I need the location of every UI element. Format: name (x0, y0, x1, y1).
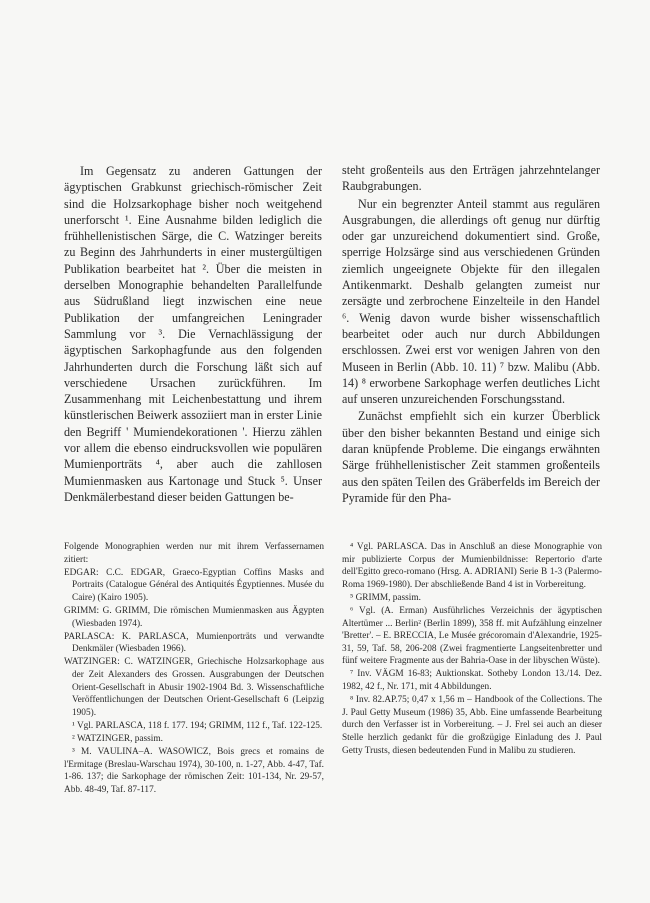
footnote-intro: Folgende Monographien werden nur mit ihrem Verfassernamen zitiert: (64, 542, 324, 565)
footnote: ⁶ Vgl. (A. Erman) Ausführliches Verzeichnis der ägyptischen Altertümer ... Berlin² (Berlin 1899), 358 ff. mit Aufzählung einzelner 'Bretter'. – E. BRECCIA, Le Musée grécoromain d'Alexandrie, 1925-31, 59, Taf. 58, 206-208 (Zwei fragmentierte Langseitenbretter und fünf weitere Fragmente aus der Bahria-Oase in der libyschen Wüste). (342, 605, 602, 667)
footnote: ⁵ GRIMM, passim. (350, 592, 421, 603)
footnote: ² WATZINGER, passim. (72, 733, 163, 744)
footnotes-column-right (342, 541, 602, 758)
footnote: ⁸ Inv. 82.AP.75; 0,47 x 1,56 m – Handbook of the Collections. The J. Paul Getty Museum (1986) 35, Abb. Eine umfassende Bearbeitung durch den Verfasser ist in Vorbereitung. – J. Frel sei auch an dieser Stelle herzlich gedankt für die großzügige Einladung des J. Paul Getty Trusts, diesen bedeutenden Fund in Malibu zu studieren. (342, 695, 602, 756)
paragraph: Zunächst empfiehlt sich ein kurzer Überblick über den bisher bekannten Bestand und einige sich daran knüpfende Probleme. Die eingangs erwähnten Särge frühhellenistischer Zeit stammen großenteils aus den späten Teilen des Gräberfelds im Bereich der Pyramide für den Pha- (342, 409, 600, 505)
body-column-left (64, 162, 322, 505)
abbreviation-entry: PARLASCA: K. PARLASCA, Mumienporträts und verwandte Denkmäler (Wiesbaden 1966). (64, 631, 324, 655)
paragraph: Im Gegensatz zu anderen Gattungen der ägyptischen Grabkunst griechisch-römischer Zeit sind die Holzsarkophage bisher noch weitgehend unerforscht ¹. Eine Ausnahme bilden lediglich die frühhellenistischen Särge, die C. Watzinger bereits zu Beginn des Jahrhunderts in einer mustergültigen Publikation bearbeitet hat ². Über die meisten in derselben Monographie behandelten Parallelfunde aus Südrußland liegt inzwischen eine neue Publikation der umfangreichen Leningrader Sammlung vor ³. Die Vernachlässigung der ägyptischen Sarkophagfunde aus den folgenden Jahrhunderten durch die Forschung läßt sich auf verschiedene Ursachen zurückführen. Im Zusammenhang mit Leichenbestattung und ihrem künstlerischen Beiwerk assoziiert man in erster Linie den Begriff ' Mumiendekorationen '. Hierzu zählen vor allem die ebenso eindrucksvollen wie populären Mumienporträts ⁴, aber auch die zahllosen Mumienmasken aus Kartonage und Stuck ⁵. Unser Denkmälerbestand dieser beiden Gattungen be- (64, 164, 322, 504)
footnote: ¹ Vgl. PARLASCA, 118 f. 177. 194; GRIMM, 112 f., Taf. 122-125. (72, 720, 323, 731)
paragraph: steht großenteils aus den Erträgen jahrzehntelanger Raubgrabungen. (342, 163, 600, 194)
abbreviation-entry: GRIMM: G. GRIMM, Die römischen Mumienmasken aus Ägypten (Wiesbaden 1974). (64, 605, 324, 629)
body-column-right (342, 162, 600, 506)
footnotes-column-left (64, 541, 324, 797)
footnote: ⁷ Inv. VÄGM 16-83; Auktionskat. Sotheby London 13./14. Dez. 1982, 42 f., Nr. 171, mit 4 Abbildungen. (342, 669, 602, 693)
footnote: ⁴ Vgl. PARLASCA. Das in Anschluß an diese Monographie von mir publizierte Corpus der Mumienbildnisse: Repertorio d'arte dell'Egitto greco-romano (Hrsg. A. ADRIANI) Serie B 1-3 (Palermo-Roma 1969-1980). Der abschließende Band 4 ist in Vorbereitung. (342, 542, 602, 590)
abbreviation-entry: EDGAR: C.C. EDGAR, Graeco-Egyptian Coffins Masks and Portraits (Catalogue Général des Antiquités Égyptiennes. Musée du Caire) (Kairo 1905). (64, 567, 324, 603)
abbreviation-entry: WATZINGER: C. WATZINGER, Griechische Holzsarkophage aus der Zeit Alexanders des Grossen. Ausgrabungen der Deutschen Orient-Gesellschaft in Abusir 1902-1904 Bd. 3. Wissenschaftliche Veröffentlichungen der Deutschen Orient-Gesellschaft 6 (Leipzig 1905). (64, 657, 324, 718)
paragraph: Nur ein begrenzter Anteil stammt aus regulären Ausgrabungen, die allerdings oft genug nur dürftig oder gar unzureichend dokumentiert sind. Große, sperrige Holzsärge sind aus verschiedenen Gründen ziemlich ungeeignete Objekte für den illegalen Antikenmarkt. Deshalb gelangten zumeist nur zersägte und zerbrochene Einzelteile in den Handel ⁶. Wenig davon wurde bisher wissenschaftlich bearbeitet oder auch nur durch Abbildungen erschlossen. Zwei erst vor wenigen Jahren von den Museen in Berlin (Abb. 10. 11) ⁷ bzw. Malibu (Abb. 14) ⁸ erworbene Sarkophage werfen deutliches Licht auf unseren unzureichenden Forschungsstand. (342, 196, 600, 407)
footnote: ³ M. VAULINA–A. WASOWICZ, Bois grecs et romains de l'Ermitage (Breslau-Warschau 1974), 30-100, n. 1-27, Abb. 4-47, Taf. 1-86. 137; die Sarkophage der römischen Zeit: 101-134, Nr. 29-57, Abb. 48-49, Taf. 87-117. (64, 747, 324, 795)
